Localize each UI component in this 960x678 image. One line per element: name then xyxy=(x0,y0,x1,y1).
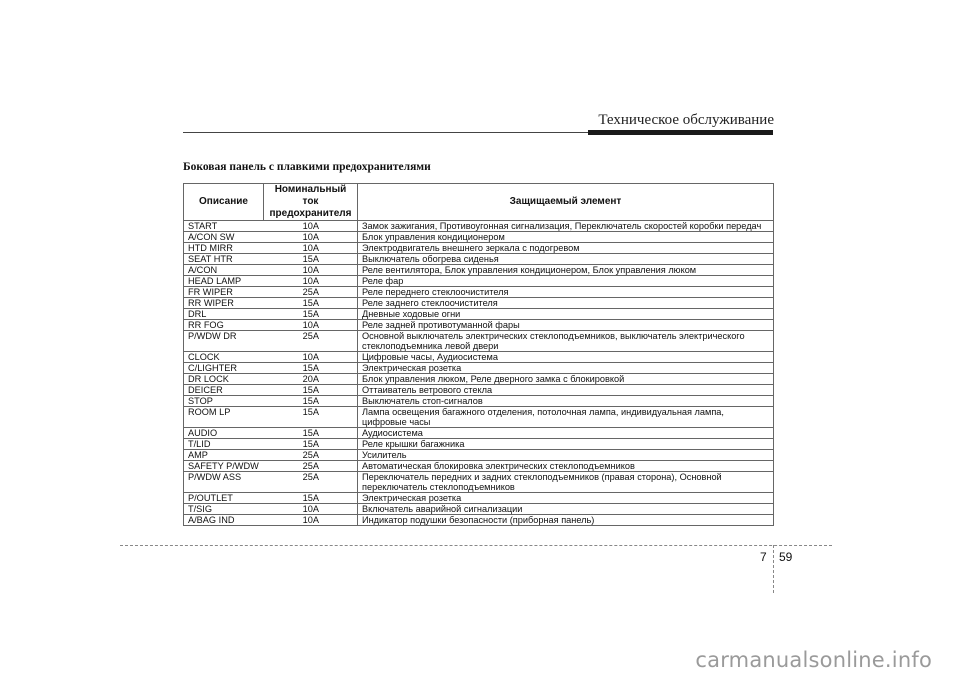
cell-rating: 25A xyxy=(264,472,358,493)
column-header-protected: Защищаемый элемент xyxy=(358,184,774,221)
table-row xyxy=(184,493,774,504)
cell-rating: 10A xyxy=(264,243,358,254)
table-header-row xyxy=(184,184,774,221)
cell-rating: 15A xyxy=(264,407,358,428)
table-row xyxy=(184,309,774,320)
column-header-description: Описание xyxy=(184,184,264,221)
cell-protected: Включатель аварийной сигнализации xyxy=(358,504,774,515)
table-row xyxy=(184,331,774,352)
cell-fuse-name: FR WIPER xyxy=(184,287,264,298)
footer-divider xyxy=(773,545,774,593)
cell-fuse-name: CLOCK xyxy=(184,352,264,363)
cell-protected: Переключатель передних и задних стеклоподъемников (правая сторона), Основной переключатель стеклоподъемников xyxy=(358,472,774,493)
watermark: carmanualsonline.info xyxy=(695,648,932,672)
cell-fuse-name: STOP xyxy=(184,396,264,407)
cell-fuse-name: P/WDW ASS xyxy=(184,472,264,493)
table-row xyxy=(184,363,774,374)
cell-fuse-name: HTD MIRR xyxy=(184,243,264,254)
table-row xyxy=(184,298,774,309)
cell-protected: Выключатель стоп-сигналов xyxy=(358,396,774,407)
cell-rating: 15A xyxy=(264,254,358,265)
cell-protected: Электрическая розетка xyxy=(358,363,774,374)
table-row xyxy=(184,396,774,407)
cell-protected: Реле фар xyxy=(358,276,774,287)
cell-fuse-name: T/LID xyxy=(184,439,264,450)
table-row xyxy=(184,287,774,298)
table-row xyxy=(184,515,774,526)
cell-fuse-name: A/BAG IND xyxy=(184,515,264,526)
cell-rating: 25A xyxy=(264,450,358,461)
table-row xyxy=(184,461,774,472)
table-row xyxy=(184,320,774,331)
fuse-table xyxy=(183,183,774,526)
table-row xyxy=(184,221,774,232)
table-row xyxy=(184,385,774,396)
cell-protected: Оттаиватель ветрового стекла xyxy=(358,385,774,396)
table-row xyxy=(184,407,774,428)
cell-protected: Блок управления кондиционером xyxy=(358,232,774,243)
cell-rating: 10A xyxy=(264,232,358,243)
cell-rating: 20A xyxy=(264,374,358,385)
cell-fuse-name: START xyxy=(184,221,264,232)
table-row xyxy=(184,450,774,461)
cell-protected: Усилитель xyxy=(358,450,774,461)
cell-protected: Электродвигатель внешнего зеркала с подогревом xyxy=(358,243,774,254)
cell-rating: 10A xyxy=(264,276,358,287)
table-row xyxy=(184,439,774,450)
cell-protected: Реле заднего стеклоочистителя xyxy=(358,298,774,309)
page-header-title: Техническое обслуживание xyxy=(598,112,774,128)
chapter-number: 7 xyxy=(760,550,767,564)
cell-fuse-name: ROOM LP xyxy=(184,407,264,428)
cell-fuse-name: T/SIG xyxy=(184,504,264,515)
cell-fuse-name: DRL xyxy=(184,309,264,320)
cell-fuse-name: SEAT HTR xyxy=(184,254,264,265)
cell-protected: Реле вентилятора, Блок управления кондиционером, Блок управления люком xyxy=(358,265,774,276)
cell-fuse-name: HEAD LAMP xyxy=(184,276,264,287)
cell-fuse-name: RR FOG xyxy=(184,320,264,331)
cell-fuse-name: AUDIO xyxy=(184,428,264,439)
table-row xyxy=(184,243,774,254)
cell-protected: Выключатель обогрева сиденья xyxy=(358,254,774,265)
cell-protected: Реле задней противотуманной фары xyxy=(358,320,774,331)
cell-protected: Лампа освещения багажного отделения, потолочная лампа, индивидуальная лампа, цифровые часы xyxy=(358,407,774,428)
cell-protected: Блок управления люком, Реле дверного замка с блокировкой xyxy=(358,374,774,385)
cell-fuse-name: SAFETY P/WDW xyxy=(184,461,264,472)
cell-rating: 15A xyxy=(264,493,358,504)
cell-fuse-name: A/CON SW xyxy=(184,232,264,243)
table-row xyxy=(184,428,774,439)
cell-rating: 15A xyxy=(264,363,358,374)
section-title: Боковая панель с плавкими предохранителями xyxy=(183,161,431,173)
cell-protected: Электрическая розетка xyxy=(358,493,774,504)
table-row xyxy=(184,265,774,276)
header-accent-bar xyxy=(588,130,773,135)
column-header-rating: Номинальный ток предохранителя xyxy=(264,184,358,221)
cell-rating: 25A xyxy=(264,287,358,298)
table-row xyxy=(184,352,774,363)
cell-protected: Реле переднего стеклоочистителя xyxy=(358,287,774,298)
table-row xyxy=(184,374,774,385)
footer-rule xyxy=(120,545,832,546)
cell-rating: 15A xyxy=(264,428,358,439)
cell-rating: 25A xyxy=(264,461,358,472)
cell-fuse-name: RR WIPER xyxy=(184,298,264,309)
table-row xyxy=(184,276,774,287)
cell-fuse-name: A/CON xyxy=(184,265,264,276)
cell-protected: Цифровые часы, Аудиосистема xyxy=(358,352,774,363)
table-row xyxy=(184,504,774,515)
cell-rating: 10A xyxy=(264,515,358,526)
cell-protected: Основной выключатель электрических стеклоподъемников, выключатель электрического стеклоподъемника левой двери xyxy=(358,331,774,352)
cell-rating: 10A xyxy=(264,504,358,515)
cell-rating: 15A xyxy=(264,309,358,320)
table-row xyxy=(184,472,774,493)
table-body xyxy=(184,221,774,526)
cell-rating: 10A xyxy=(264,352,358,363)
cell-rating: 10A xyxy=(264,320,358,331)
cell-fuse-name: AMP xyxy=(184,450,264,461)
cell-rating: 15A xyxy=(264,439,358,450)
cell-protected: Реле крышки багажника xyxy=(358,439,774,450)
cell-rating: 15A xyxy=(264,298,358,309)
cell-protected: Автоматическая блокировка электрических стеклоподъемников xyxy=(358,461,774,472)
table-row xyxy=(184,254,774,265)
cell-fuse-name: P/OUTLET xyxy=(184,493,264,504)
cell-rating: 10A xyxy=(264,221,358,232)
cell-protected: Аудиосистема xyxy=(358,428,774,439)
page-number: 59 xyxy=(779,550,793,564)
cell-rating: 10A xyxy=(264,265,358,276)
table-row xyxy=(184,232,774,243)
cell-protected: Замок зажигания, Противоугонная сигнализация, Переключатель скоростей коробки передач xyxy=(358,221,774,232)
cell-rating: 25A xyxy=(264,331,358,352)
cell-protected: Индикатор подушки безопасности (приборная панель) xyxy=(358,515,774,526)
cell-fuse-name: P/WDW DR xyxy=(184,331,264,352)
cell-rating: 15A xyxy=(264,396,358,407)
cell-fuse-name: DR LOCK xyxy=(184,374,264,385)
cell-protected: Дневные ходовые огни xyxy=(358,309,774,320)
cell-fuse-name: C/LIGHTER xyxy=(184,363,264,374)
cell-rating: 15A xyxy=(264,385,358,396)
cell-fuse-name: DEICER xyxy=(184,385,264,396)
